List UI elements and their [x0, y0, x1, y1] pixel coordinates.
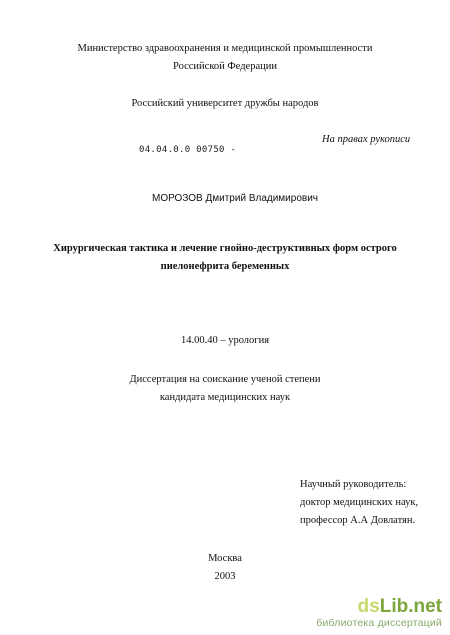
year: 2003 [214, 571, 236, 582]
title-line-1: Хирургическая тактика и лечение гнойно-деструктивных форм острого [53, 243, 397, 254]
supervisor-label: Научный руководитель: [300, 479, 407, 490]
watermark-subtitle: библиотека диссертаций [316, 617, 442, 629]
city: Москва [208, 553, 242, 564]
ministry-line-2: Российской Федерации [173, 61, 277, 72]
supervisor-name: профессор А.А Довлатян. [300, 515, 416, 526]
author-name: МОРОЗОВ Дмитрий Владимирович [152, 193, 318, 204]
watermark-net: .net [408, 596, 442, 617]
specialty-code: 14.00.40 – урология [180, 335, 270, 346]
degree-line-2: кандидата медицинских наук [159, 392, 291, 403]
watermark-lib: Lib [379, 596, 409, 617]
supervisor-block [300, 476, 418, 530]
manuscript-note: На правах рукописи [322, 134, 411, 145]
dslib-watermark [316, 597, 442, 629]
archive-stamp: 04.04.0.0 00750 - [139, 145, 237, 155]
watermark-logo [316, 597, 442, 617]
university-name: Российский университет дружбы народов [131, 98, 319, 109]
ministry-line-1: Министерство здравоохранения и медицинской промышленности [77, 43, 373, 54]
title-line-2: пиелонефрита беременных [160, 261, 290, 272]
degree-line-1: Диссертация на соискание ученой степени [129, 374, 321, 385]
watermark-ds: ds [357, 596, 380, 617]
supervisor-degree: доктор медицинских наук, [300, 497, 419, 508]
